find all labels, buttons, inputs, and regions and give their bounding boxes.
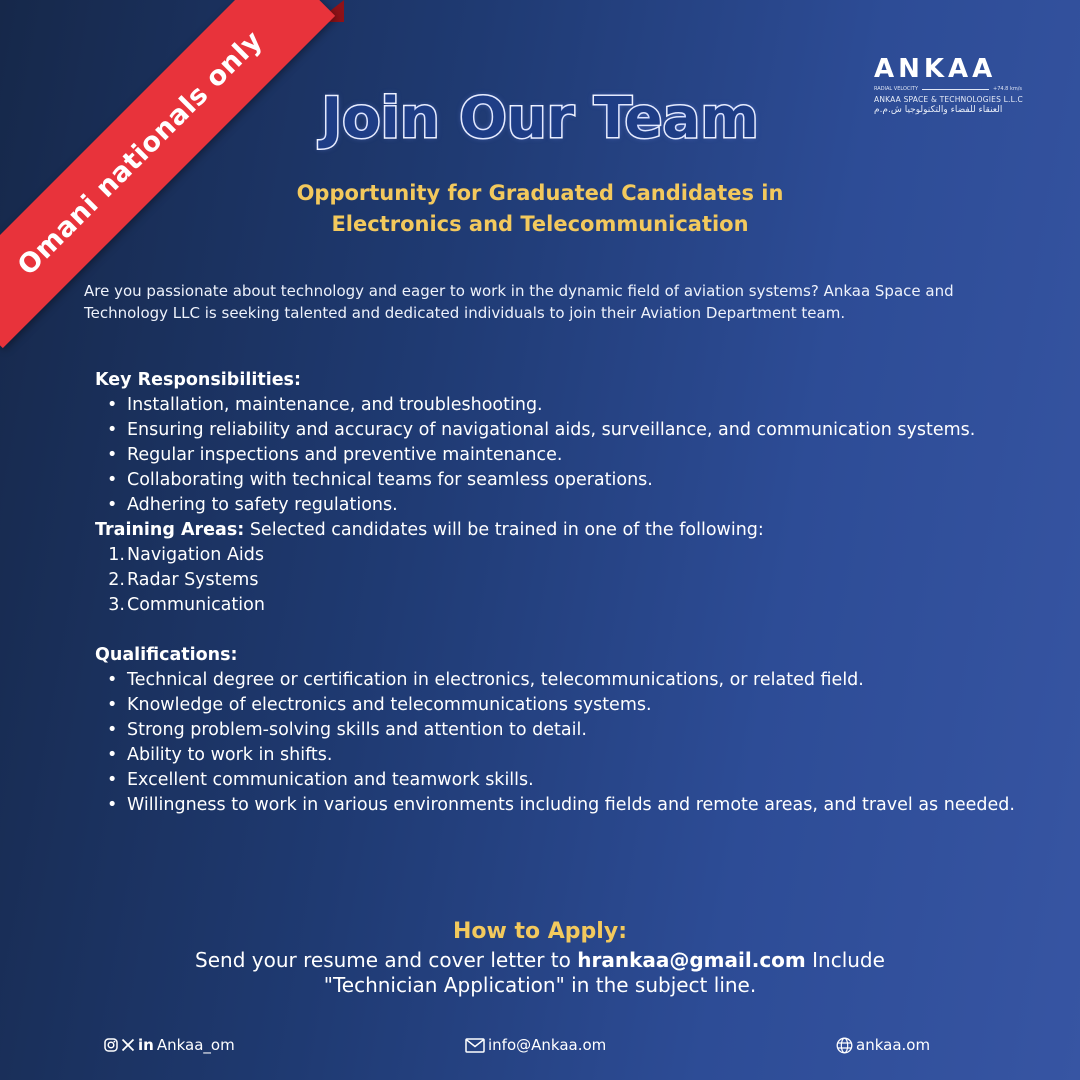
linkedin-icon[interactable]: in	[138, 1036, 154, 1054]
qualifications-heading: Qualifications:	[95, 645, 238, 665]
mail-icon	[465, 1038, 485, 1053]
training-line	[95, 518, 1020, 543]
page-title: Join Our Team	[321, 86, 759, 151]
responsibilities-list	[95, 393, 1020, 518]
footer-email-text[interactable]: info@Ankaa.om	[488, 1036, 607, 1054]
footer-website-text[interactable]: ankaa.om	[856, 1036, 931, 1054]
list-item: • Collaborating with technical teams for seamless operations.	[95, 468, 1020, 493]
apply-text-after: Include	[805, 948, 885, 972]
subtitle-line-2: Electronics and Telecommunication	[331, 212, 749, 236]
logo-company-en: ANKAA SPACE & TECHNOLOGIES L.L.C	[874, 95, 1023, 104]
list-item: • Strong problem-solving skills and attention to detail.	[95, 718, 1020, 743]
list-number: 2.	[108, 570, 125, 590]
list-item	[95, 568, 1020, 593]
training-list	[95, 543, 1020, 618]
list-item: • Willingness to work in various environments including fields and remote areas, and travel as needed.	[95, 793, 1020, 818]
qualifications-list	[95, 668, 1020, 818]
list-item: • Excellent communication and teamwork skills.	[95, 768, 1020, 793]
x-twitter-icon[interactable]	[121, 1038, 135, 1052]
footer-social	[104, 1036, 235, 1054]
logo-tag-right: +74.8 km/s	[993, 86, 1022, 92]
list-item	[95, 593, 1020, 618]
apply-subject-line: "Technician Application" in the subject line.	[323, 973, 757, 997]
responsibilities-heading: Key Responsibilities:	[95, 370, 301, 390]
intro-paragraph: Are you passionate about technology and eager to work in the dynamic field of aviation systems? Ankaa Space and Technology LLC is seeking talented and dedicated individuals to join their Aviation Department team.	[84, 282, 954, 322]
how-to-apply	[0, 916, 1080, 998]
section-spacer	[95, 618, 1020, 643]
list-number: 1.	[108, 545, 125, 565]
logo-company-ar: العنقاء للفضاء والتكنولوجيا ش.م.م	[874, 105, 1003, 115]
list-item: • Ability to work in shifts.	[95, 743, 1020, 768]
list-item: • Regular inspections and preventive maintenance.	[95, 443, 1020, 468]
footer-website[interactable]	[836, 1036, 930, 1054]
list-item: • Adhering to safety regulations.	[95, 493, 1020, 518]
social-handle[interactable]: Ankaa_om	[156, 1036, 235, 1054]
job-details	[95, 368, 1020, 818]
training-text: Selected candidates will be trained in one of the following:	[244, 520, 764, 540]
list-label: Communication	[127, 595, 265, 615]
footer-email[interactable]	[465, 1036, 606, 1054]
apply-email-link[interactable]: hrankaa@gmail.com	[577, 948, 806, 972]
list-item: • Knowledge of electronics and telecommunications systems.	[95, 693, 1020, 718]
footer	[0, 1036, 1080, 1060]
list-item: • Ensuring reliability and accuracy of navigational aids, surveillance, and communication systems.	[95, 418, 1020, 443]
subtitle-line-1: Opportunity for Graduated Candidates in	[296, 181, 784, 205]
list-item: • Installation, maintenance, and troubleshooting.	[95, 393, 1020, 418]
list-item: • Technical degree or certification in electronics, telecommunications, or related field.	[95, 668, 1020, 693]
ribbon-text: Omani nationals only	[11, 24, 269, 282]
logo-wordmark: ANKAA	[874, 54, 997, 84]
list-label: Navigation Aids	[127, 545, 265, 565]
globe-icon	[836, 1037, 853, 1054]
instagram-icon[interactable]	[104, 1038, 118, 1052]
apply-instructions	[0, 948, 1080, 973]
list-label: Radar Systems	[127, 570, 259, 590]
page-subtitle	[0, 178, 1080, 240]
apply-heading: How to Apply:	[452, 919, 627, 944]
logo-tag-left: RADIAL VELOCITY	[874, 86, 919, 92]
apply-text-before: Send your resume and cover letter to	[195, 948, 578, 972]
list-item	[95, 543, 1020, 568]
list-number: 3.	[108, 595, 125, 615]
training-heading: Training Areas:	[95, 520, 245, 540]
